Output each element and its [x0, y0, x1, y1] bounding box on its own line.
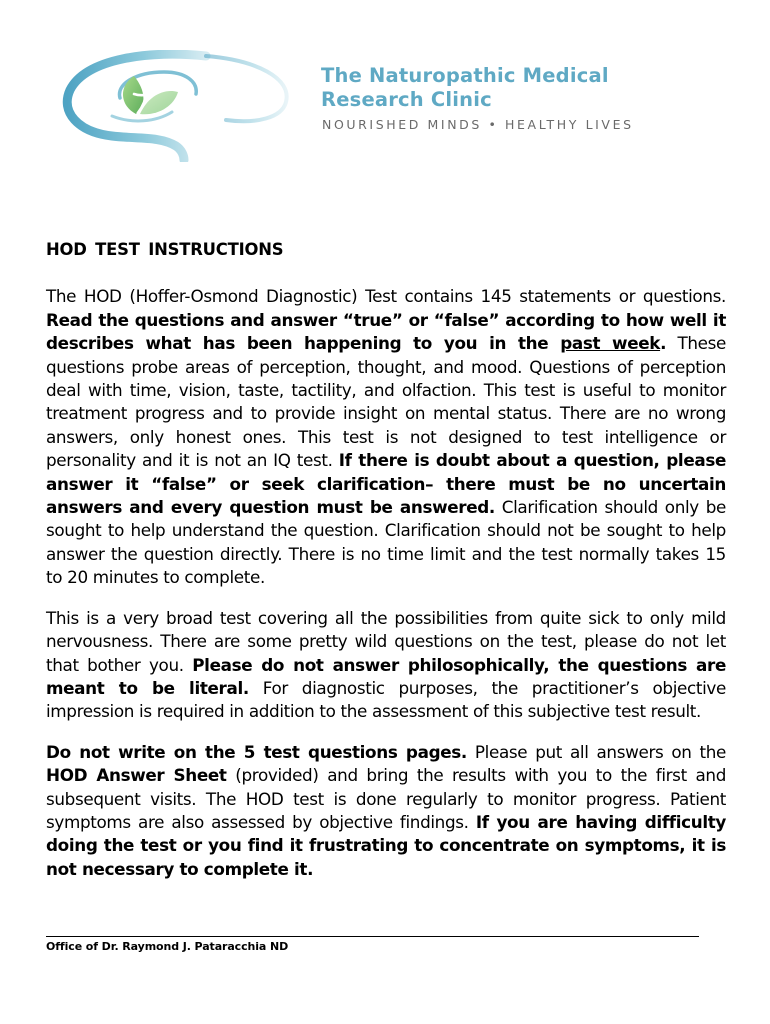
- text-span: (provided) and bring the results with you to the first and subsequent visits. The HOD test is done regularly to monitor progress. Patient symptoms are also assessed by objective findings.: [46, 765, 726, 832]
- bold-instruction: Please do not answer philosophically, the questions are meant to be literal.: [46, 654, 726, 698]
- text-span: The HOD (Hoffer-Osmond Diagnostic) Test contains 145 statements or questions.: [46, 286, 726, 307]
- text-span: Please put all answers on the: [466, 741, 726, 762]
- text-span: Clarification should only be sought to help understand the question. Clarification should not be sought to help answer the question directly. There is no time limit and the test normally takes 15 to 20 minutes to complete.: [46, 497, 726, 588]
- paragraph-answer-sheet: [46, 741, 726, 881]
- paragraph-test-scope: [46, 607, 726, 724]
- leaf-head-logo-icon: [56, 50, 296, 162]
- footer-office-name: Office of Dr. Raymond J. Pataracchia ND: [46, 940, 289, 953]
- clinic-header: [56, 50, 716, 165]
- text-span: This is a very broad test covering all the possibilities from quite sick to only mild nervousness. There are some pretty wild questions on the test, please do not let that bother you.: [46, 607, 726, 675]
- footer-divider: [46, 936, 699, 937]
- underlined-emphasis: past week: [560, 333, 661, 354]
- text-span: These questions probe areas of perception, thought, and mood. Questions of perception deal with time, vision, taste, tactility, and olfaction. This test is useful to monitor treatment progress and to provide insight on mental status. There are no wrong answers, only honest ones. This test is not designed to test intelligence or personality and it is not an IQ test.: [46, 333, 726, 471]
- paragraph-test-overview: [46, 285, 726, 589]
- bold-instruction: If you are having difficulty doing the test or you find it frustrating to concentrate on symptoms, it is not necessary to complete it.: [46, 811, 726, 879]
- text-span: For diagnostic purposes, the practitioner’s objective impression is required in addition to the assessment of this subjective test result.: [46, 677, 726, 722]
- clinic-tagline: NOURISHED MINDS • HEALTHY LIVES: [322, 117, 634, 132]
- bold-instruction: If there is doubt about a question, please answer it “false” or seek clarification– there must be no uncertain answers and every question must be answered.: [46, 450, 726, 518]
- instructions-body: [46, 238, 726, 898]
- bold-instruction: Do not write on the 5 test questions pages.: [46, 741, 467, 762]
- bold-punctuation: .: [660, 333, 667, 354]
- answer-sheet-name: HOD Answer Sheet: [46, 765, 227, 786]
- clinic-name: The Naturopathic Medical Research Clinic: [321, 64, 609, 111]
- bold-instruction: Read the questions and answer “true” or “false” according to how well it describes what has been happening to you in the: [46, 309, 726, 354]
- page-title: HOD TEST INSTRUCTIONS: [46, 240, 284, 259]
